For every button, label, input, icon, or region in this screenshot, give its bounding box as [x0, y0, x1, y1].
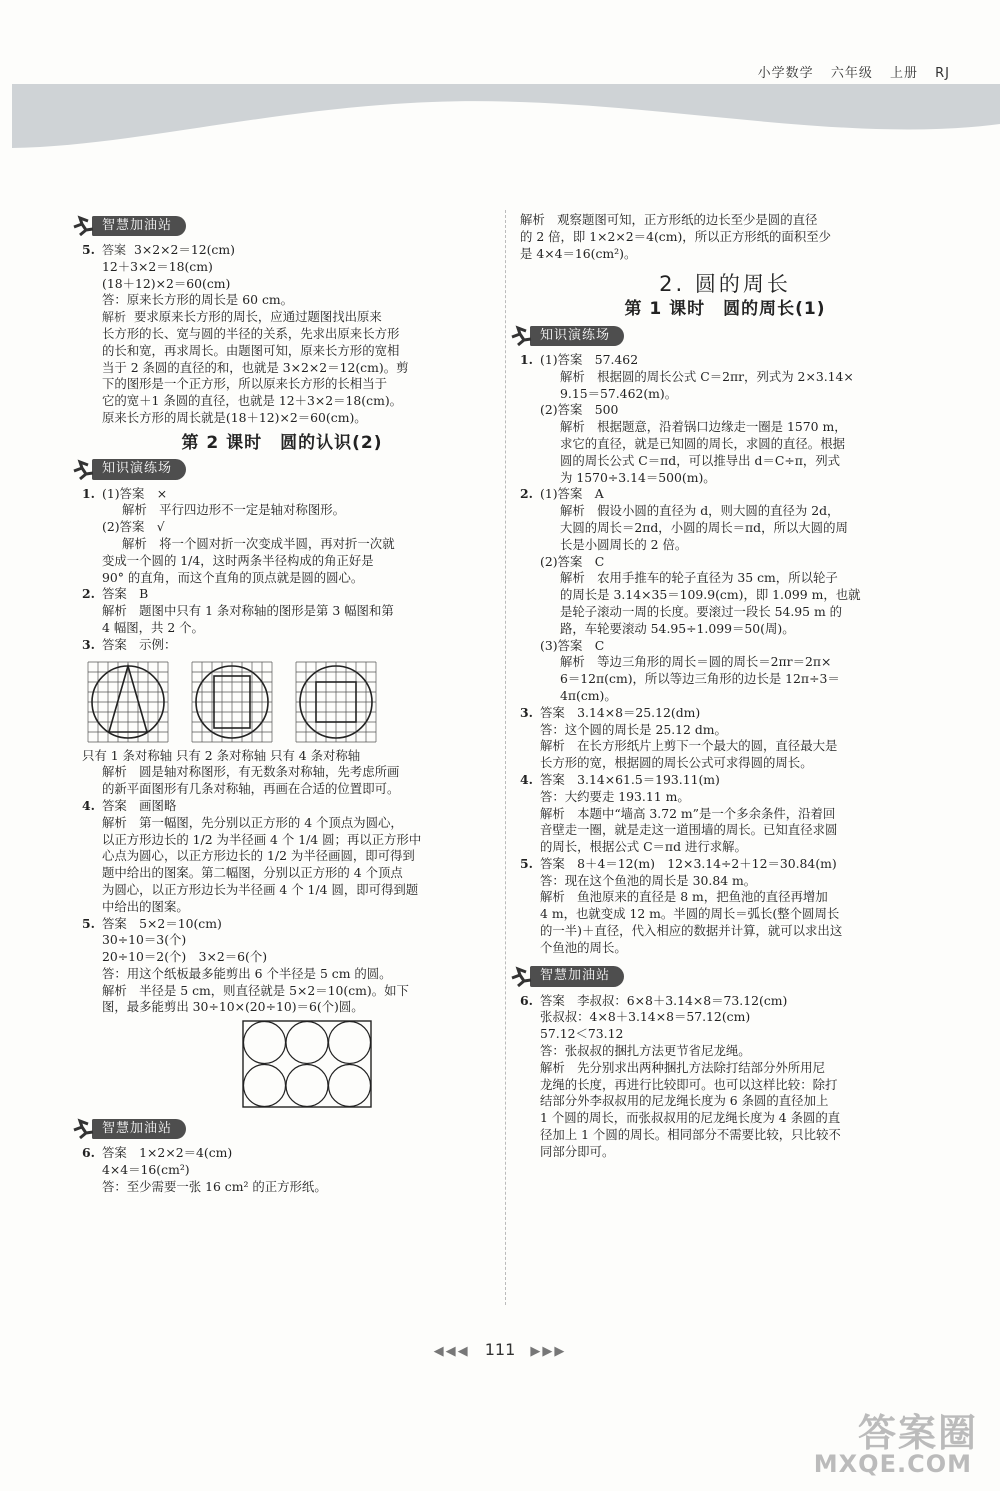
text-line [82, 798, 482, 815]
text-line [520, 1110, 930, 1127]
text-line [82, 637, 482, 654]
section-header [72, 214, 482, 238]
text-line [520, 889, 930, 906]
line-text: 答案 B [102, 586, 149, 602]
line-text: 答案 3.14×8＝25.12(dm) [540, 704, 701, 720]
line-text: 龙绳的长度，再进行比较即可。也可以这样比较：除打 [540, 1076, 838, 1092]
header-edition: RJ [935, 66, 950, 81]
line-text: 答：现在这个鱼池的周长是 30.84 m。 [540, 872, 757, 888]
line-text: 90° 的直角，而这个直角的顶点就是圆的圆心。 [102, 569, 364, 585]
text-line [520, 1077, 930, 1094]
text-line [520, 1127, 930, 1144]
page-header [12, 84, 1000, 148]
section-header [72, 458, 482, 482]
text-line [82, 1162, 482, 1179]
runner-icon [72, 459, 96, 481]
line-text: 为圆心，以正方形边长为半径画 4 个 1/4 圆，即可得到题 [102, 881, 419, 897]
line-text: 题中给出的图案。第二幅图，分别以正方形的 4 个顶点 [102, 865, 403, 881]
answer-block [82, 1145, 482, 1195]
text-line [82, 570, 482, 587]
text-line [82, 848, 482, 865]
line-text: 4 m，也就变成 12 m。半圆的周长＝弧长(整个圆周长 [540, 906, 840, 922]
line-text: (3)答案 C [540, 637, 605, 653]
text-line [82, 865, 482, 882]
runner-icon [72, 215, 96, 237]
question-number: 6. [520, 992, 533, 1008]
text-line [82, 393, 482, 410]
question-number: 5. [520, 855, 533, 871]
header-info [746, 62, 950, 81]
text-line [520, 486, 930, 503]
text-line [82, 360, 482, 377]
header-subject: 小学数学 [757, 66, 814, 81]
line-text: 音壁走一圈，就是走这一道围墙的周长。已知直径求圆 [540, 822, 838, 838]
line-text: 解析 将一个圆对折一次变成半圆，再对折一次就 [122, 535, 395, 551]
runner-icon [72, 1118, 96, 1140]
text-line [82, 1179, 482, 1196]
line-text: 答案 5×2＝10(cm) [102, 915, 222, 931]
text-line [520, 654, 930, 671]
page-number: 111 [484, 1340, 516, 1359]
watermark-logo: 答案圈 [857, 1411, 978, 1455]
line-text: 9.15＝57.462(m)。 [560, 385, 678, 401]
text-line [520, 822, 930, 839]
line-text: 要求原来长方形的周长，应通过题图找出原来 [134, 309, 382, 325]
answer-block [82, 764, 482, 1016]
page-footer [0, 1340, 1000, 1359]
line-text: 解析 半径是 5 cm，则直径就是 5×2＝10(cm)。如下 [102, 982, 409, 998]
grid-figure-2 [188, 658, 276, 746]
line-text: 下的图形是一个正方形，所以原来长方形的长相当于 [102, 376, 387, 392]
text-line [520, 789, 930, 806]
text-line [82, 899, 482, 916]
text-line [520, 671, 930, 688]
line-text: 的一半)＋直径，代入相应的数据并计算，就可以求出这 [540, 923, 843, 939]
text-line [520, 738, 930, 755]
line-text: 以正方形边长的 1/2 为半径画 4 个 1/4 圆；再以正方形中 [102, 831, 422, 847]
text-line [82, 292, 482, 309]
text-line [82, 259, 482, 276]
line-text: 30÷10＝3(个) [102, 932, 187, 948]
line-text: 答案 李叔叔：6×8＋3.14×8＝73.12(cm) [540, 992, 788, 1008]
text-line [520, 402, 930, 419]
line-text: (1)答案 57.462 [540, 351, 639, 367]
text-line [520, 1144, 930, 1161]
line-text: 张叔叔：4×8＋3.14×8＝57.12(cm) [540, 1009, 751, 1025]
question-number: 2. [520, 486, 533, 502]
next-arrows: ▶▶▶ [530, 1344, 567, 1359]
text-line [520, 906, 930, 923]
text-line [520, 755, 930, 772]
text-line [520, 993, 930, 1010]
text-line [82, 983, 482, 1000]
line-text: 答：至少需要一张 16 cm² 的正方形纸。 [102, 1178, 327, 1194]
line-text: 答案 3.14×61.5＝193.11(m) [540, 771, 720, 787]
line-text: 57.12＜73.12 [540, 1026, 624, 1042]
line-text: 解析 本题中“墙高 3.72 m”是一个多余条件，沿着回 [540, 805, 836, 821]
answer-block [82, 486, 482, 654]
lesson-title: 第 1 课时 圆的周长(1) [624, 299, 826, 320]
line-text: 是 4×4＝16(cm²)。 [520, 245, 637, 261]
text-line [520, 772, 930, 789]
line-text: 答案 8＋4＝12(m) 12×3.14÷2＋12＝30.84(m) [540, 855, 837, 871]
section-tag: 智慧加油站 [92, 1119, 186, 1140]
answer-block [82, 242, 482, 427]
line-text: 解析 等边三角形的周长＝圆的周长＝2πr＝2π× [560, 654, 832, 670]
question-number: 4. [82, 797, 95, 813]
line-text: 6＝12π(cm)，所以等边三角形的边长是 12π÷3＝ [560, 671, 840, 687]
text-line [82, 242, 482, 259]
line-text: (2)答案 500 [540, 402, 619, 418]
line-text: 20÷10＝2(个) 3×2＝6(个) [102, 949, 268, 965]
section-tag: 知识演练场 [92, 459, 186, 480]
header-band-shape [12, 84, 1000, 148]
line-text: 求它的直径，就是已知圆的周长，求圆的直径。根据 [560, 435, 845, 451]
text-line [82, 376, 482, 393]
text-line [82, 781, 482, 798]
line-text: 是轮子滚动一周的长度。要滚过一段长 54.95 m 的 [560, 603, 843, 619]
text-line [520, 419, 930, 436]
line-text: 的新平面图形有几条对称轴，再画在合适的位置即可。 [102, 781, 400, 797]
text-line [82, 916, 482, 933]
question-number: 5. [82, 242, 95, 257]
line-text: 解析 圆是轴对称图形，有无数条对称轴，先考虑所画 [102, 764, 400, 780]
line-text: 长方形的长、宽与圆的半径的关系，先求出原来长方形 [102, 325, 400, 341]
text-line [520, 638, 930, 655]
text-line [520, 246, 930, 263]
line-text: 变成一个圆的 1/4，这时两条半径构成的角正好是 [102, 552, 374, 568]
text-line [520, 705, 930, 722]
text-line [520, 722, 930, 739]
line-text: 的 2 倍，即 1×2×2＝4(cm)，所以正方形纸的面积至少 [520, 228, 831, 244]
text-line [82, 309, 482, 326]
figure-caption: 只有 1 条对称轴 只有 2 条对称轴 只有 4 条对称轴 [82, 747, 361, 763]
text-line [82, 536, 482, 553]
line-text: 解析 题图中只有 1 条对称轴的图形是第 3 幅图和第 [102, 603, 394, 619]
line-text: (2)答案 √ [102, 519, 165, 535]
text-line [520, 1043, 930, 1060]
line-text: 解析 鱼池原来的直径是 8 m，把鱼池的直径再增加 [540, 889, 828, 905]
text-line [520, 470, 930, 487]
section-tag: 智慧加油站 [92, 216, 186, 237]
text-line [82, 326, 482, 343]
line-text: 中给出的图案。 [102, 898, 189, 914]
line-text: 图，最多能剪出 30÷10×(20÷10)＝6(个)圆。 [102, 999, 364, 1015]
answer-block [520, 212, 930, 262]
text-line [82, 410, 482, 427]
text-line [82, 343, 482, 360]
text-line [520, 873, 930, 890]
text-line [520, 436, 930, 453]
text-line [82, 502, 482, 519]
text-line [520, 352, 930, 369]
line-text: 当于 2 条圆的直径的和，也就是 3×2×2＝12(cm)。剪 [102, 359, 409, 375]
line-text: 12＋3×2＝18(cm) [102, 258, 213, 274]
text-line [520, 520, 930, 537]
grid-figure-3 [292, 658, 380, 746]
text-line [520, 1026, 930, 1043]
line-text: 为 1570÷3.14＝500(m)。 [560, 469, 716, 485]
line-text: 答案 1×2×2＝4(cm) [102, 1145, 233, 1161]
text-line [82, 815, 482, 832]
text-line [520, 453, 930, 470]
text-line [82, 276, 482, 293]
line-text: 的长和宽，再求周长。由题图可知，原来长方形的宽相 [102, 342, 400, 358]
column-divider [505, 210, 506, 1305]
line-text: 解析 第一幅图，先分别以正方形的 4 个顶点为圆心， [102, 814, 403, 830]
circles-figure-wrap [242, 1020, 482, 1113]
line-text: 径加上 1 个圆的周长。相同部分不需要比较，只比较不 [540, 1127, 841, 1143]
line-text: 4 幅图，共 2 个。 [102, 619, 204, 635]
question-number: 1. [82, 485, 95, 501]
question-number: 5. [82, 915, 95, 931]
line-text: 解析 假设小圆的直径为 d，则大圆的直径为 2d， [560, 503, 840, 519]
text-line [520, 1060, 930, 1077]
grid-figure-1 [84, 658, 172, 746]
text-line [82, 586, 482, 603]
line-text: 它的宽＋1 条圆的直径，也就是 12＋3×2＝18(cm)。 [102, 393, 403, 409]
line-text: 1 个圆的周长，而张叔叔用的尼龙绳长度为 4 条圆的直 [540, 1110, 841, 1126]
line-text: 解析 在长方形纸片上剪下一个最大的圆，直径最大是 [540, 738, 838, 754]
runner-icon [510, 325, 534, 347]
runner-icon [510, 966, 534, 988]
line-text: 4×4＝16(cm²) [102, 1161, 190, 1177]
text-line [520, 839, 930, 856]
line-text: 路，车轮要滚动 54.95÷1.099＝50(周)。 [560, 620, 795, 636]
line-text: 长是小圆周长的 2 倍。 [560, 536, 688, 552]
line-text: 答：用这个纸板最多能剪出 6 个半径是 5 cm 的圆。 [102, 965, 392, 981]
text-line [82, 486, 482, 503]
text-line [520, 554, 930, 571]
line-text: 结部分外李叔叔用的尼龙绳长度为 6 条圆的直径加上 [540, 1093, 829, 1109]
left-column [82, 210, 482, 1195]
text-line [520, 369, 930, 386]
answer-label: 答案 [102, 243, 127, 257]
question-number: 2. [82, 586, 95, 602]
text-line [520, 587, 930, 604]
line-text: 圆的周长公式 C＝πd，可以推导出 d＝C÷π，列式 [560, 452, 841, 468]
line-text: 解析 观察题图可知，正方形纸的边长至少是圆的直径 [520, 212, 818, 227]
text-line [520, 1009, 930, 1026]
line-text: 答：张叔叔的捆扎方法更节省尼龙绳。 [540, 1043, 751, 1059]
text-line [82, 553, 482, 570]
text-line [520, 688, 930, 705]
line-text: 解析 根据题意，沿着锅口边缘走一圈是 1570 m， [560, 419, 847, 435]
text-line [82, 882, 482, 899]
line-text: 3×2×2＝12(cm) [134, 242, 235, 257]
line-text: 解析 先分别求出两种捆扎方法除打结部分外所用尼 [540, 1059, 825, 1075]
line-text: 答：大约要走 193.11 m。 [540, 788, 690, 804]
text-line [82, 1145, 482, 1162]
text-line [520, 806, 930, 823]
line-text: 同部分即可。 [540, 1143, 615, 1159]
watermark-site: MXQE.COM [813, 1450, 972, 1478]
text-line [82, 966, 482, 983]
header-volume: 上册 [889, 66, 918, 81]
text-line [520, 229, 930, 246]
text-line [520, 604, 930, 621]
question-number: 3. [82, 636, 95, 652]
question-number: 6. [82, 1145, 95, 1161]
line-text: 的周长是 3.14×35＝109.9(cm)，即 1.099 m，也就 [560, 587, 861, 603]
text-line [82, 519, 482, 536]
line-text: (2)答案 C [540, 553, 605, 569]
lesson-title: 第 2 课时 圆的认识(2) [181, 432, 383, 453]
line-text: 长方形的宽，根据圆的周长公式可求得圆的周长。 [540, 755, 813, 771]
header-grade: 六年级 [830, 66, 873, 81]
answer-label: 解析 [102, 310, 127, 325]
line-text: 的周长，根据公式 C＝πd 进行求解。 [540, 839, 747, 855]
line-text: 大圆的周长＝2πd，小圆的周长＝πd，所以大圆的周 [560, 519, 848, 535]
text-line [520, 212, 930, 229]
text-line [82, 620, 482, 637]
line-text: (1)答案 × [102, 485, 168, 501]
text-line [520, 621, 930, 638]
line-text: (18＋12)×2＝60(cm) [102, 275, 231, 291]
line-text: 解析 平行四边形不一定是轴对称图形。 [122, 502, 346, 518]
six-circles-figure [242, 1020, 372, 1108]
symmetry-figures [84, 658, 482, 746]
text-line [520, 856, 930, 873]
text-line [520, 537, 930, 554]
question-number: 4. [520, 771, 533, 787]
chapter-title: 2. 圆的周长 [659, 272, 791, 297]
text-line [520, 570, 930, 587]
line-text: 原来长方形的周长就是(18＋12)×2＝60(cm)。 [102, 409, 367, 425]
text-line [82, 949, 482, 966]
line-text: 答案 示例： [102, 636, 177, 652]
section-tag: 智慧加油站 [530, 966, 624, 987]
line-text: 心点为圆心，以正方形边长的 1/2 为半径画圆，即可得到 [102, 848, 415, 864]
text-line [82, 603, 482, 620]
line-text: 答：这个圆的周长是 25.12 dm。 [540, 721, 727, 737]
text-line [520, 386, 930, 403]
prev-arrows: ◀◀◀ [433, 1344, 470, 1359]
question-number: 3. [520, 704, 533, 720]
line-text: 4π(cm)。 [560, 687, 617, 703]
text-line [82, 999, 482, 1016]
line-text: 解析 农用手推车的轮子直径为 35 cm，所以轮子 [560, 570, 838, 586]
line-text: 解析 根据圆的周长公式 C＝2πr，列式为 2×3.14× [560, 368, 854, 384]
answer-block [520, 993, 930, 1161]
right-column [520, 212, 930, 1161]
section-tag: 知识演练场 [530, 326, 624, 347]
text-line [82, 832, 482, 849]
line-text: 个鱼池的周长。 [540, 939, 627, 955]
line-text: (1)答案 A [540, 486, 604, 502]
line-text: 答：原来长方形的周长是 60 cm。 [102, 292, 294, 308]
text-line [82, 764, 482, 781]
text-line [520, 503, 930, 520]
answer-block [520, 352, 930, 957]
text-line [520, 923, 930, 940]
line-text: 答案 画图略 [102, 797, 177, 813]
question-number: 1. [520, 351, 533, 367]
section-header [510, 965, 930, 989]
text-line [520, 940, 930, 957]
section-header [72, 1117, 482, 1141]
text-line [520, 1093, 930, 1110]
section-header [510, 324, 930, 348]
text-line [82, 932, 482, 949]
